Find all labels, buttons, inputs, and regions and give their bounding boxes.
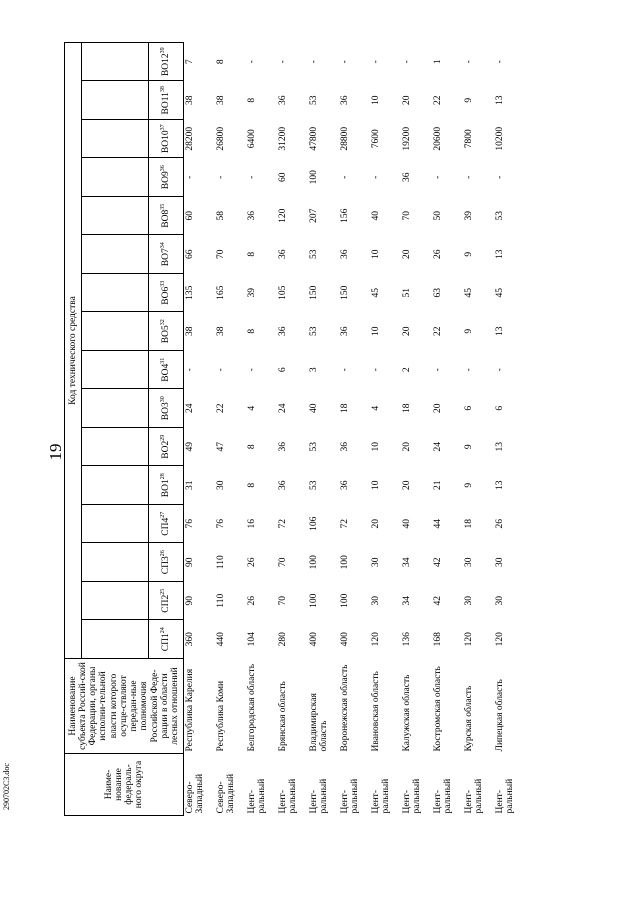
value-cell: 40 [309, 403, 319, 413]
code-label: ВО9 [161, 171, 172, 190]
code-label: ВО4 [161, 363, 172, 382]
table-row [463, 43, 494, 816]
value-cell: - [247, 175, 257, 179]
value-cell: 60 [278, 172, 288, 182]
district-cell: Северо-Западный [185, 773, 206, 814]
value-cell: 8 [247, 97, 257, 103]
value-cell: 18 [464, 519, 474, 529]
value-cell: 8 [247, 328, 257, 334]
value-cell: - [464, 175, 474, 179]
value-cell: 10200 [495, 126, 505, 151]
value-cell: 76 [216, 519, 226, 529]
value-cell: 70 [216, 249, 226, 259]
table-row [184, 43, 216, 816]
value-cell: 53 [309, 249, 319, 259]
code-header-cell [149, 235, 184, 274]
code-label: ВО5 [161, 325, 172, 344]
value-cell: 58 [216, 211, 226, 221]
value-cell: 20 [402, 442, 412, 452]
value-cell: 30 [371, 557, 381, 567]
value-cell: 9 [464, 97, 474, 103]
value-cell: 22 [433, 326, 443, 336]
code-header-cell [149, 428, 184, 467]
code-header-cell [149, 197, 184, 236]
code-label: ВО12 [161, 53, 172, 77]
value-cell: 36 [340, 326, 350, 336]
code-footnote-ref: 39 [160, 47, 167, 54]
value-cell: 9 [464, 482, 474, 488]
district-cell: Северо-Западный [216, 773, 237, 814]
code-header-cell [149, 158, 184, 197]
value-cell: 6 [278, 367, 288, 373]
value-cell: 30 [216, 480, 226, 490]
code-header-cell [149, 466, 184, 505]
code-footnote-ref: 37 [160, 124, 167, 131]
code-header-cell [149, 620, 184, 659]
value-cell: 72 [278, 519, 288, 529]
code-footnote-ref: 26 [160, 550, 167, 557]
code-footnote-ref: 28 [160, 473, 167, 480]
value-cell: 42 [433, 557, 443, 567]
value-cell: 104 [247, 632, 257, 647]
value-cell: 10 [371, 480, 381, 490]
value-cell: 53 [309, 326, 319, 336]
value-cell: - [247, 368, 257, 372]
value-cell: 7800 [464, 129, 474, 149]
code-label: СП3 [161, 556, 172, 575]
value-cell: 30 [495, 596, 505, 606]
code-header-cell [149, 43, 184, 82]
code-label: ВО10 [161, 130, 172, 154]
value-cell: 440 [216, 632, 226, 647]
code-header-blank [82, 505, 149, 544]
value-cell: 34 [402, 557, 412, 567]
value-cell: 207 [309, 208, 319, 223]
code-footnote-ref: 32 [160, 319, 167, 326]
value-cell: 21 [433, 480, 443, 490]
code-footnote-ref: 24 [160, 627, 167, 634]
value-cell: 18 [402, 403, 412, 413]
region-cell: Воронежская область [340, 664, 350, 752]
table-row [308, 43, 339, 816]
value-cell: 26 [247, 557, 257, 567]
code-header-blank [82, 582, 149, 621]
value-cell: 53 [309, 480, 319, 490]
value-cell: 9 [464, 328, 474, 334]
code-label: ВО6 [161, 286, 172, 305]
value-cell: 150 [340, 285, 350, 300]
code-footnote-ref: 35 [160, 203, 167, 210]
code-label: СП1 [161, 633, 172, 652]
value-cell: 136 [402, 632, 412, 647]
value-cell: - [495, 175, 505, 179]
value-cell: - [433, 368, 443, 372]
footer-filename: 290702C3.doc [2, 763, 11, 810]
value-cell: - [402, 60, 412, 64]
value-cell: 40 [371, 211, 381, 221]
value-cell: 360 [185, 632, 195, 647]
district-cell: Цент-ральный [340, 778, 361, 814]
value-cell: - [371, 175, 381, 179]
code-footnote-ref: 27 [160, 511, 167, 518]
value-cell: 22 [216, 403, 226, 413]
value-cell: 70 [278, 557, 288, 567]
code-header-blank [82, 543, 149, 582]
value-cell: 1 [433, 59, 443, 65]
value-cell: 66 [185, 249, 195, 259]
value-cell: 120 [278, 208, 288, 223]
value-cell: 106 [309, 516, 319, 531]
rotated-table-container [64, 42, 604, 816]
value-cell: 38 [216, 95, 226, 105]
value-cell: 165 [216, 285, 226, 300]
value-cell: 90 [185, 596, 195, 606]
code-header-cell [149, 505, 184, 544]
value-cell: 45 [495, 288, 505, 298]
value-cell: - [340, 175, 350, 179]
value-cell: 8 [247, 482, 257, 488]
value-cell: 36 [278, 326, 288, 336]
code-header-blank [82, 389, 149, 428]
table-row [339, 43, 370, 816]
value-cell: - [278, 60, 288, 64]
value-cell: - [185, 368, 195, 372]
value-cell: 26 [433, 249, 443, 259]
district-cell: Цент-ральный [309, 778, 330, 814]
code-header-blank [82, 312, 149, 351]
value-cell: 2 [402, 367, 412, 373]
code-header-cell [149, 120, 184, 159]
value-cell: 20 [402, 95, 412, 105]
code-label: ВО2 [161, 440, 172, 459]
code-header-cell [149, 389, 184, 428]
value-cell: 13 [495, 95, 505, 105]
value-cell: 24 [278, 403, 288, 413]
value-cell: - [495, 368, 505, 372]
code-footnote-ref: 31 [160, 357, 167, 364]
value-cell: 63 [433, 288, 443, 298]
value-cell: 4 [247, 405, 257, 411]
value-cell: - [433, 175, 443, 179]
value-cell: 36 [247, 211, 257, 221]
value-cell: - [371, 368, 381, 372]
value-cell: 13 [495, 442, 505, 452]
region-cell: Липецкая область [495, 679, 505, 752]
value-cell: - [216, 368, 226, 372]
value-cell: 34 [402, 596, 412, 606]
value-cell: - [216, 175, 226, 179]
code-label: ВО7 [161, 248, 172, 267]
region-cell: Калужская область [402, 674, 412, 752]
code-header-cell [149, 543, 184, 582]
value-cell: 100 [340, 593, 350, 608]
value-cell: 45 [371, 288, 381, 298]
value-cell: 36 [340, 480, 350, 490]
table-row [246, 43, 277, 816]
value-cell: 53 [495, 211, 505, 221]
value-cell: 20 [402, 249, 412, 259]
code-label: ВО8 [161, 209, 172, 228]
code-header-blank [82, 158, 149, 197]
value-cell: 20 [371, 519, 381, 529]
value-cell: 7600 [371, 129, 381, 149]
value-cell: 39 [464, 211, 474, 221]
value-cell: 120 [371, 632, 381, 647]
value-cell: 42 [433, 596, 443, 606]
value-cell: 3 [309, 367, 319, 373]
code-header-blank [82, 274, 149, 313]
value-cell: 36 [340, 442, 350, 452]
code-footnote-ref: 25 [160, 588, 167, 595]
code-footnote-ref: 33 [160, 280, 167, 287]
value-cell: 19200 [402, 126, 412, 151]
code-header-cell [149, 81, 184, 120]
value-cell: 70 [278, 596, 288, 606]
value-cell: 10 [371, 95, 381, 105]
value-cell: 10 [371, 326, 381, 336]
value-cell: 36 [340, 95, 350, 105]
value-cell: 13 [495, 249, 505, 259]
value-cell: 38 [185, 326, 195, 336]
value-cell: - [371, 60, 381, 64]
code-header-cell [149, 582, 184, 621]
code-group-header: Код технического средства [65, 43, 82, 659]
code-header-blank [82, 620, 149, 659]
code-header-blank [82, 197, 149, 236]
value-cell: 20 [402, 480, 412, 490]
value-cell: - [185, 175, 195, 179]
value-cell: 24 [185, 403, 195, 413]
value-cell: 6400 [247, 129, 257, 149]
code-footnote-ref: 34 [160, 242, 167, 249]
code-header-blank [82, 428, 149, 467]
value-cell: 24 [433, 442, 443, 452]
value-cell: 30 [495, 557, 505, 567]
region-cell: Республика Карелия [185, 668, 195, 752]
value-cell: 168 [433, 632, 443, 647]
value-cell: 8 [216, 59, 226, 65]
value-cell: 8 [247, 444, 257, 450]
region-cell: Брянская область [278, 681, 288, 752]
value-cell: 30 [371, 596, 381, 606]
code-header-blank [82, 43, 149, 82]
region-cell: Владимирская область [309, 693, 330, 752]
code-label: ВО11 [161, 92, 172, 115]
value-cell: 53 [309, 95, 319, 105]
value-cell: 28200 [185, 126, 195, 151]
value-cell: 40 [402, 519, 412, 529]
table-row [432, 43, 463, 816]
value-cell: 16 [247, 519, 257, 529]
value-cell: 18 [340, 403, 350, 413]
value-cell: 51 [402, 288, 412, 298]
value-cell: - [340, 368, 350, 372]
value-cell: 10 [371, 442, 381, 452]
page-number: 19 [46, 443, 65, 461]
table-row [401, 43, 432, 816]
value-cell: 36 [278, 442, 288, 452]
value-cell: 38 [185, 95, 195, 105]
code-footnote-ref: 36 [160, 165, 167, 172]
value-cell: 9 [464, 251, 474, 257]
table-row [494, 43, 530, 816]
value-cell: 110 [216, 555, 226, 570]
value-cell: 400 [340, 632, 350, 647]
table-row [215, 43, 246, 816]
value-cell: - [464, 60, 474, 64]
value-cell: 26 [495, 519, 505, 529]
code-footnote-ref: 38 [160, 86, 167, 93]
code-label: СП4 [161, 517, 172, 536]
value-cell: 44 [433, 519, 443, 529]
region-cell: Республика Коми [216, 680, 226, 752]
code-header-blank [82, 235, 149, 274]
value-cell: - [464, 368, 474, 372]
value-cell: 22 [433, 95, 443, 105]
value-cell: 280 [278, 632, 288, 647]
value-cell: 31 [185, 480, 195, 490]
value-cell: 36 [278, 480, 288, 490]
value-cell: 120 [464, 632, 474, 647]
table-row [370, 43, 401, 816]
value-cell: 47800 [309, 126, 319, 151]
code-label: ВО3 [161, 402, 172, 421]
value-cell: 135 [185, 285, 195, 300]
value-cell: 90 [185, 557, 195, 567]
value-cell: 100 [309, 555, 319, 570]
value-cell: 49 [185, 442, 195, 452]
value-cell: 8 [247, 251, 257, 257]
value-cell: 105 [278, 285, 288, 300]
district-cell: Цент-ральный [464, 778, 485, 814]
value-cell: - [495, 60, 505, 64]
value-cell: 39 [247, 288, 257, 298]
value-cell: 36 [402, 172, 412, 182]
value-cell: 26800 [216, 126, 226, 151]
code-header-cell [149, 312, 184, 351]
value-cell: 28800 [340, 126, 350, 151]
value-cell: 53 [309, 442, 319, 452]
code-header-blank [82, 81, 149, 120]
code-label: СП2 [161, 594, 172, 613]
value-cell: 36 [278, 249, 288, 259]
code-header-blank [82, 466, 149, 505]
value-cell: 70 [402, 211, 412, 221]
district-cell: Цент-ральный [433, 778, 454, 814]
value-cell: 36 [278, 95, 288, 105]
value-cell: 4 [371, 405, 381, 411]
value-cell: - [247, 60, 257, 64]
value-cell: 6 [464, 405, 474, 411]
value-cell: 30 [464, 557, 474, 567]
region-header: Наименование субъекта Россий-ской Федерации, органы исполни-тельной власти которого осуще-ствляют передан-ные полномочия Российской Феде-рации в области лесных отношений [65, 659, 184, 754]
region-cell: Курская область [464, 685, 474, 752]
value-cell: 76 [185, 519, 195, 529]
value-cell: 72 [340, 519, 350, 529]
value-cell: 30 [464, 596, 474, 606]
code-header-cell [149, 351, 184, 390]
district-cell: Цент-ральный [278, 778, 299, 814]
value-cell: 10 [371, 249, 381, 259]
code-footnote-ref: 29 [160, 434, 167, 441]
value-cell: 400 [309, 632, 319, 647]
region-cell: Костромская область [433, 666, 443, 752]
district-cell: Цент-ральный [371, 778, 392, 814]
value-cell: 20600 [433, 126, 443, 151]
value-cell: 110 [216, 593, 226, 608]
district-cell: Цент-ральный [402, 778, 423, 814]
code-header-cell [149, 274, 184, 313]
value-cell: 60 [185, 211, 195, 221]
value-cell: 100 [309, 170, 319, 185]
district-cell: Цент-ральный [495, 778, 516, 814]
value-cell: 13 [495, 480, 505, 490]
value-cell: - [340, 60, 350, 64]
district-header: Наиме-нование федераль-ного округа [65, 754, 184, 816]
table-row [277, 43, 308, 816]
value-cell: 38 [216, 326, 226, 336]
technical-means-table [64, 42, 530, 816]
value-cell: 6 [495, 405, 505, 411]
value-cell: 13 [495, 326, 505, 336]
value-cell: 47 [216, 442, 226, 452]
value-cell: 31200 [278, 126, 288, 151]
code-header-blank [82, 351, 149, 390]
district-cell: Цент-ральный [247, 778, 268, 814]
value-cell: 20 [402, 326, 412, 336]
region-cell: Белгородская область [247, 663, 257, 752]
value-cell: 36 [340, 249, 350, 259]
value-cell: 26 [247, 596, 257, 606]
value-cell: 45 [464, 288, 474, 298]
value-cell: 7 [185, 59, 195, 65]
code-header-blank [82, 120, 149, 159]
code-footnote-ref: 30 [160, 396, 167, 403]
value-cell: - [309, 60, 319, 64]
value-cell: 120 [495, 632, 505, 647]
value-cell: 100 [309, 593, 319, 608]
value-cell: 150 [309, 285, 319, 300]
value-cell: 100 [340, 555, 350, 570]
value-cell: 20 [433, 403, 443, 413]
value-cell: 50 [433, 211, 443, 221]
region-cell: Ивановская область [371, 671, 381, 752]
value-cell: 156 [340, 208, 350, 223]
code-label: ВО1 [161, 479, 172, 498]
value-cell: 9 [464, 444, 474, 450]
